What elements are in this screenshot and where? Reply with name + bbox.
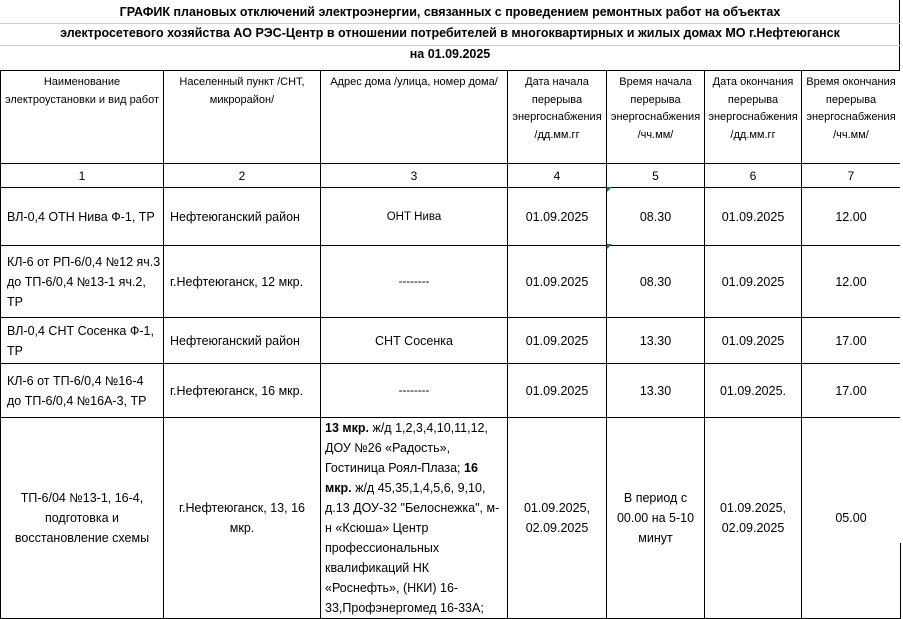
cell-locality: г.Нефтеюганск, 13, 16 мкр.	[164, 418, 321, 619]
cell-locality: Нефтеюганский район	[164, 188, 321, 246]
outage-table	[0, 70, 901, 619]
cell-time-start: 08.30	[607, 188, 705, 246]
column-number: 2	[164, 164, 321, 188]
cell-object: ТП-6/04 №13-1, 16-4, подготовка и восстановление схемы	[1, 418, 164, 619]
title-line-1: ГРАФИК плановых отключений электроэнергии, связанных с проведением ремонтных работ на объектах	[119, 5, 781, 19]
cell-object: КЛ-6 от ТП-6/0,4 №16-4 до ТП-6/0,4 №16А-3, ТР	[1, 364, 164, 418]
table-row	[1, 318, 901, 364]
column-number: 4	[508, 164, 607, 188]
cell-time-end: 05.00	[802, 418, 901, 619]
cell-object: ВЛ-0,4 СНТ Сосенка Ф-1, ТР	[1, 318, 164, 364]
cell-address: СНТ Сосенка	[321, 318, 508, 364]
cell-date-start: 01.09.2025	[508, 246, 607, 318]
header-address: Адрес дома /улица, номер дома/	[321, 71, 508, 164]
title-line-3: на 01.09.2025	[409, 47, 491, 61]
cell-date-start: 01.09.2025	[508, 364, 607, 418]
cell-date-end: 01.09.2025, 02.09.2025	[705, 418, 802, 619]
cell-object: КЛ-6 от РП-6/0,4 №12 яч.3 до ТП-6/0,4 №13-1 яч.2, ТР	[1, 246, 164, 318]
header-object: Наименование электроустановки и вид работ	[1, 71, 164, 164]
cell-locality: Нефтеюганский район	[164, 318, 321, 364]
cell-time-start: В период с 00.00 на 5-10 минут	[607, 418, 705, 619]
column-number: 6	[705, 164, 802, 188]
cell-date-end: 01.09.2025.	[705, 364, 802, 418]
column-number-row	[1, 164, 901, 188]
cell-date-start: 01.09.2025	[508, 318, 607, 364]
comment-indicator-icon	[607, 187, 612, 192]
row-separator	[0, 23, 900, 24]
cell-address: ОНТ Нива	[321, 188, 508, 246]
cell-time-start: 08.30	[607, 246, 705, 318]
cell-date-start: 01.09.2025, 02.09.2025	[508, 418, 607, 619]
cell-object: ВЛ-0,4 ОТН Нива Ф-1, ТР	[1, 188, 164, 246]
column-number: 1	[1, 164, 164, 188]
header-time-start: Время начала перерыва энергоснабжения /чч.мм/	[607, 71, 705, 164]
address-houses-16: ж/д 45,35,1,4,5,6, 9,10, д.13 ДОУ-32 "Белоснежка", м-н «Ксюша» Центр профессиональных квалификаций НК «Роснефть», (НКИ) 16-33,Профэнергомед 16-33А;	[325, 481, 500, 615]
table-row	[1, 188, 901, 246]
cell-time-end: 12.00	[802, 188, 901, 246]
schedule-title	[0, 0, 900, 70]
column-number: 3	[321, 164, 508, 188]
cell-time-end: 12.00	[802, 246, 901, 318]
table-row	[1, 246, 901, 318]
cell-time-end: 17.00	[802, 364, 901, 418]
table-row	[1, 418, 901, 619]
cell-date-end: 01.09.2025	[705, 188, 802, 246]
header-row	[1, 71, 901, 164]
cell-time-end: 17.00	[802, 318, 901, 364]
header-locality: Населенный пункт /СНТ, микрорайон/	[164, 71, 321, 164]
header-date-end: Дата окончания перерыва энергоснабжения /дд.мм.гг	[705, 71, 802, 164]
cell-address: --------	[321, 364, 508, 418]
cell-address	[321, 418, 508, 619]
cell-locality: г.Нефтеюганск, 16 мкр.	[164, 364, 321, 418]
row-separator	[0, 45, 900, 46]
header-date-start: Дата начала перерыва энергоснабжения /дд.мм.гг	[508, 71, 607, 164]
address-district-13: 13 мкр.	[325, 421, 369, 435]
cell-date-start: 01.09.2025	[508, 188, 607, 246]
cell-time-start: 13.30	[607, 318, 705, 364]
cell-locality: г.Нефтеюганск, 12 мкр.	[164, 246, 321, 318]
column-number: 5	[607, 164, 705, 188]
table-row	[1, 364, 901, 418]
cell-date-end: 01.09.2025	[705, 246, 802, 318]
address-houses-13: ж/д 1,2,3,4,10,11,12, ДОУ №26 «Радость», Гостиница Роял-Плаза;	[325, 421, 488, 475]
header-time-end: Время окончания перерыва энергоснабжения /чч.мм/	[802, 71, 901, 164]
title-line-2: электросетевого хозяйства АО РЭС-Центр в отношении потребителей в многоквартирных и жилых домах МО г.Нефтеюганск	[60, 26, 840, 40]
comment-indicator-icon	[607, 244, 612, 249]
cell-time-start: 13.30	[607, 364, 705, 418]
address-district-16: 16 мкр.	[325, 461, 478, 495]
cell-date-end: 01.09.2025	[705, 318, 802, 364]
column-number: 7	[802, 164, 901, 188]
cell-address: --------	[321, 246, 508, 318]
